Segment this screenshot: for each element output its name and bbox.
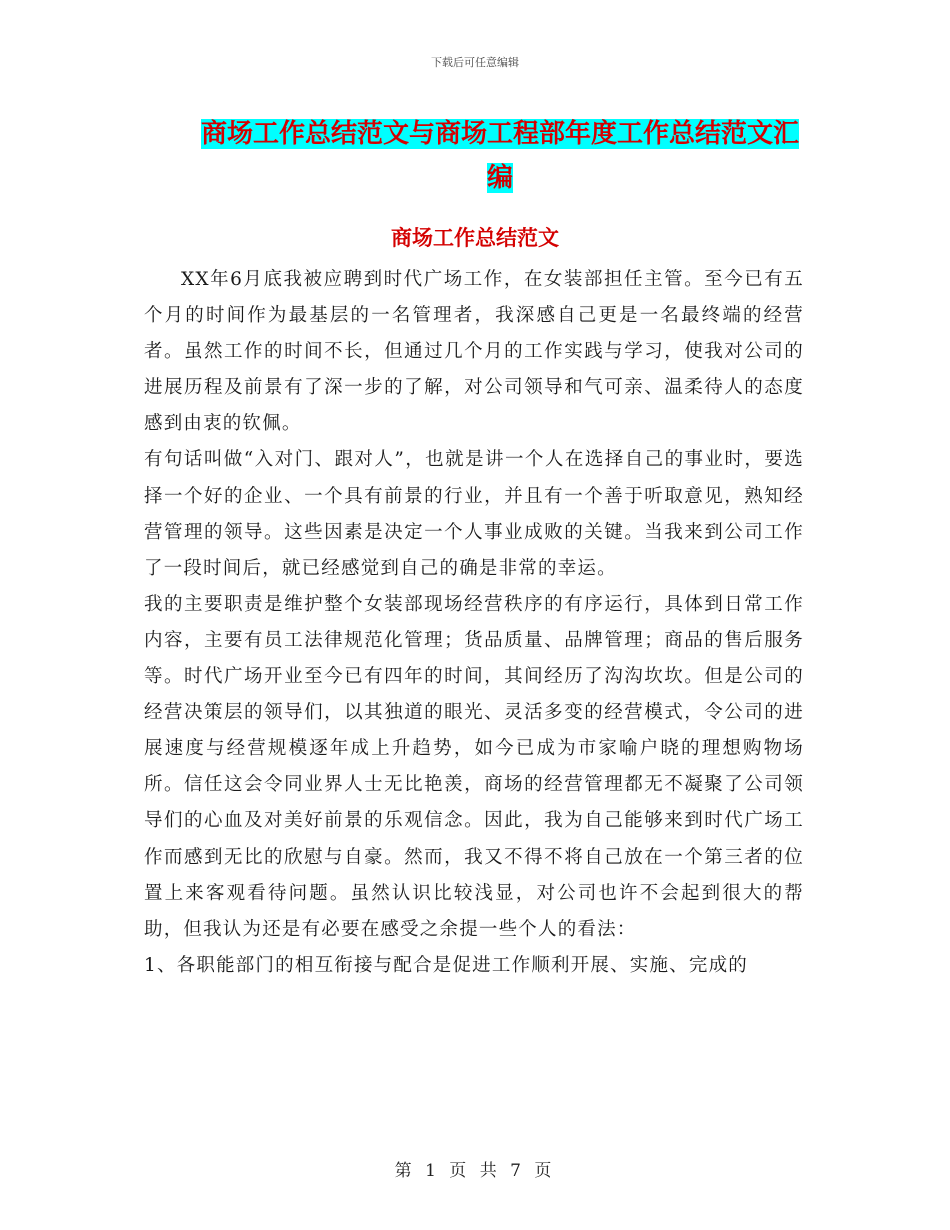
body-paragraph-3: 我的主要职责是维护整个女装部现场经营秩序的有序运行，具体到日常工作内容，主要有员工法律规范化管理；货品质量、品牌管理；商品的售后服务等。时代广场开业至今已有四年的时间，其间经历了沟沟坎坎。但是公司的经营决策层的领导们，以其独道的眼光、灵活多变的经营模式，令公司的进展速度与经营规模逐年成上升趋势，如今已成为市家喻户晓的理想购物场所。信任这会令同业界人士无比艳羡，商场的经营管理都无不凝聚了公司领导们的心血及对美好前景的乐观信念。因此，我为自己能够来到时代广场工作而感到无比的欣慰与自豪。然而，我又不得不将自己放在一个第三者的位置上来客观看待问题。虽然认识比较浅显，对公司也许不会起到很大的帮助，但我认为还是有必要在感受之余提一些个人的看法：	[144, 593, 804, 940]
document-title-text: 商场工作总结范文与商场工程部年度工作总结范文汇编	[200, 119, 799, 193]
page-header-note: 下载后可任意编辑	[431, 56, 519, 69]
body-paragraph-4: 1、各职能部门的相互衔接与配合是促进工作顺利开展、实施、完成的	[144, 954, 748, 976]
document-title	[190, 112, 810, 200]
body-paragraph-2: 有句话叫做“入对门、跟对人”，也就是讲一个人在选择自己的事业时，要选择一个好的企业、一个具有前景的行业，并且有一个善于听取意见，熟知经营管理的领导。这些因素是决定一个人事业成败的关键。当我来到公司工作了一段时间后，就已经感觉到自己的确是非常的幸运。	[144, 449, 804, 579]
document-body	[144, 262, 804, 984]
body-paragraph-1: XX年6月底我被应聘到时代广场工作，在女装部担任主管。至今已有五个月的时间作为最基层的一名管理者，我深感自己更是一名最终端的经营者。虽然工作的时间不长，但通过几个月的工作实践与学习，使我对公司的进展历程及前景有了深一步的了解，对公司领导和气可亲、温柔待人的态度感到由衷的钦佩。	[144, 269, 804, 435]
page-number-footer: 第 1 页 共 7 页	[394, 1161, 556, 1181]
section-heading: 商场工作总结范文	[391, 226, 559, 250]
